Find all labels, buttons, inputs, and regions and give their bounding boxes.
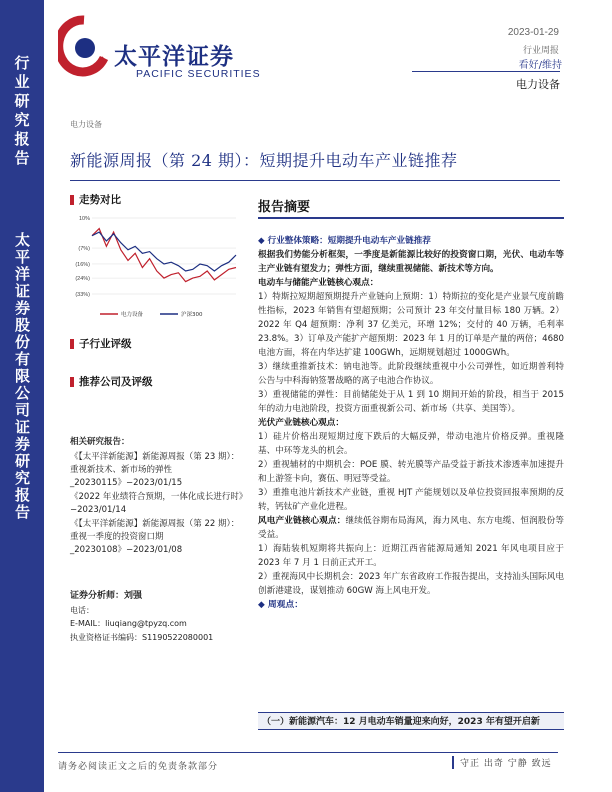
related-report-link[interactable]: 《【太平洋新能源】新能源周报（第 22 期）：重视一季度的投资窗口期_20230108》−2023/01/08 (70, 519, 240, 555)
footer-motto: 守正 出奇 宁静 致远 (452, 756, 552, 769)
sidebar-report-label: 行业研究报告 (12, 55, 31, 169)
section-marker (70, 195, 74, 205)
chart-y-tick-label: (7%) (78, 246, 90, 253)
category-label: 电力设备 (70, 120, 102, 129)
week-title: ◆ 周观点： (258, 600, 304, 610)
pv-paragraph-1: 1）硅片价格出现短期过度下跌后的大幅反弹，带动电池片价格反弹。重视隆基、中环等龙头的机会。 (258, 432, 564, 456)
point1-title: ◆ 行业整体策略：短期提升电动车产业链推荐 (258, 236, 431, 246)
pv-paragraph-3: 3）重推电池片新技术产业链，重视 HJT 产能规划以及单位投资回报率预期的反转，钙钛矿产业化进程。 (258, 488, 564, 512)
related-report-link[interactable]: 《【太平洋新能源】新能源周报（第 23 期）：重视新技术、新市场的弹性_20230115》−2023/01/15 (70, 452, 240, 488)
analyst-name: 证券分析师：刘强 (70, 591, 143, 601)
sector-label: 电力设备 (516, 78, 560, 91)
chart-series-line (92, 232, 236, 271)
section-marker (70, 377, 74, 387)
recommend-heading (70, 374, 153, 389)
chart-legend-label: 沪深300 (181, 312, 203, 318)
pv-paragraph-2: 2）重视辅材的中期机会：POE 膜、转光膜等产品受益于新技术渗透率加速提升和上游签卡向，赛伍、明冠等受益。 (258, 460, 564, 484)
section-marker (70, 339, 74, 349)
logo-chinese: 太平洋证券 (114, 44, 234, 70)
chart-y-tick-label: (33%) (75, 292, 90, 298)
week-subsection-band: （一）新能源汽车：12 月电动车销量迎来向好，2023 年有望开启新 (258, 712, 564, 730)
footer-disclaimer: 请务必阅读正文之后的免责条款部分 (58, 762, 219, 772)
analyst-cert: 执业资格证书编码：S1190522080001 (70, 632, 214, 642)
pv-heading: 光伏产业链核心观点： (258, 418, 344, 428)
summary-divider (258, 217, 564, 219)
ev-heading: 电动车与储能产业链核心观点： (258, 278, 379, 288)
analyst-phone: 电话： (70, 605, 94, 615)
industry-rating: 看好/维持 (518, 60, 562, 71)
analyst-email[interactable]: E-MAIL：liuqiang@tpyzq.com (70, 619, 187, 628)
logo-english: PACIFIC SECURITIES (136, 68, 261, 80)
ev-paragraph-3: 3）重视储能的弹性：目前储能处于从 1 到 10 期间开始的阶段，相当于 2015 年的动力电池阶段，投资方面重视新公司、新市场（共享、美国等）。 (258, 390, 564, 414)
related-reports (70, 436, 245, 558)
wind-paragraph-1: 1）海陆装机短期将共振向上：近期江西省能源局通知 2021 年风电项目应于 2023 年 7 月 1 日前正式开工。 (258, 544, 564, 568)
trend-title: 走势对比 (79, 194, 121, 206)
point1-body: 根据我们势能分析框架，一季度是新能源比较好的投资窗口期，光伏、电动车等主产业链有望发力；弹性方面，继续重视储能、新技术等方向。 (258, 250, 564, 274)
trend-chart-svg (70, 210, 240, 326)
recommend-title: 推荐公司及评级 (79, 376, 153, 388)
sub-rating-title: 子行业评级 (79, 338, 132, 350)
company-logo-icon (58, 14, 110, 84)
wind-heading-tail: 继续低谷期布局海风，海力风电、东方电缆、恒润股份等受益。 (258, 516, 564, 540)
sidebar-band (0, 0, 44, 792)
diamond-bullet-icon: ◆ (258, 600, 268, 610)
analyst-info (70, 590, 255, 644)
chart-y-tick-label: (24%) (75, 276, 90, 283)
sub-rating-heading (70, 336, 132, 351)
related-title: 相关研究报告： (70, 437, 130, 447)
summary-heading: 报告摘要 (258, 200, 311, 215)
ev-paragraph-2: 3）继续重推新技术：钠电池等。此阶段继续重视中小公司弹性，如近期普利特公告与中科海钠签署战略的离子电池合作协议。 (258, 362, 564, 386)
report-date: 2023-01-29 (507, 27, 559, 38)
ev-paragraph-1: 1）特斯拉短期超预期提升产业链向上预期：1）特斯拉的变化是产业景气度前瞻性指标，2023 年销售有望超预期；公司预计 23 年交付量目标 180 万辆。2）2022 年 Q4 超预期：净利 37 亿美元，环增 12%；交付的 40 万辆，毛利率 23.8%。3）订单及产能扩产超预期：2023 年 1 月的订单是产量的两倍；4680 电池方面，将在内华达扩建 100GWh，远期规划超过 1000GWh。 (258, 292, 564, 358)
trend-chart (70, 210, 240, 326)
wind-heading: 风电产业链核心观点： (258, 516, 346, 526)
chart-legend-label: 电力设备 (121, 312, 144, 318)
sidebar-company-label: 太平洋证券股份有限公司证券研究报告 (13, 232, 31, 521)
wind-heading-line (258, 514, 564, 542)
footer-divider (58, 752, 558, 753)
chart-y-tick-label: (16%) (75, 261, 90, 268)
report-type: 行业周报 (522, 46, 559, 56)
title-divider (70, 180, 560, 181)
summary-body (258, 234, 564, 612)
related-report-link[interactable]: 《2022 年业绩符合预期，一体化成长进行时》−2023/01/14 (70, 492, 244, 515)
header-divider (412, 71, 560, 72)
wind-paragraph-2: 2）重视海风中长期机会：2023 年广东省政府工作报告提出，支持汕头国际风电创新港建设，谋划推动 60GW 海上风电开发。 (258, 572, 564, 596)
diamond-bullet-icon: ◆ (258, 236, 268, 246)
report-title: 新能源周报（第 24 期）：短期提升电动车产业链推荐 (70, 151, 458, 170)
trend-section-heading (70, 192, 121, 207)
chart-y-tick-label: 10% (78, 216, 90, 222)
chart-series-line (92, 229, 236, 282)
